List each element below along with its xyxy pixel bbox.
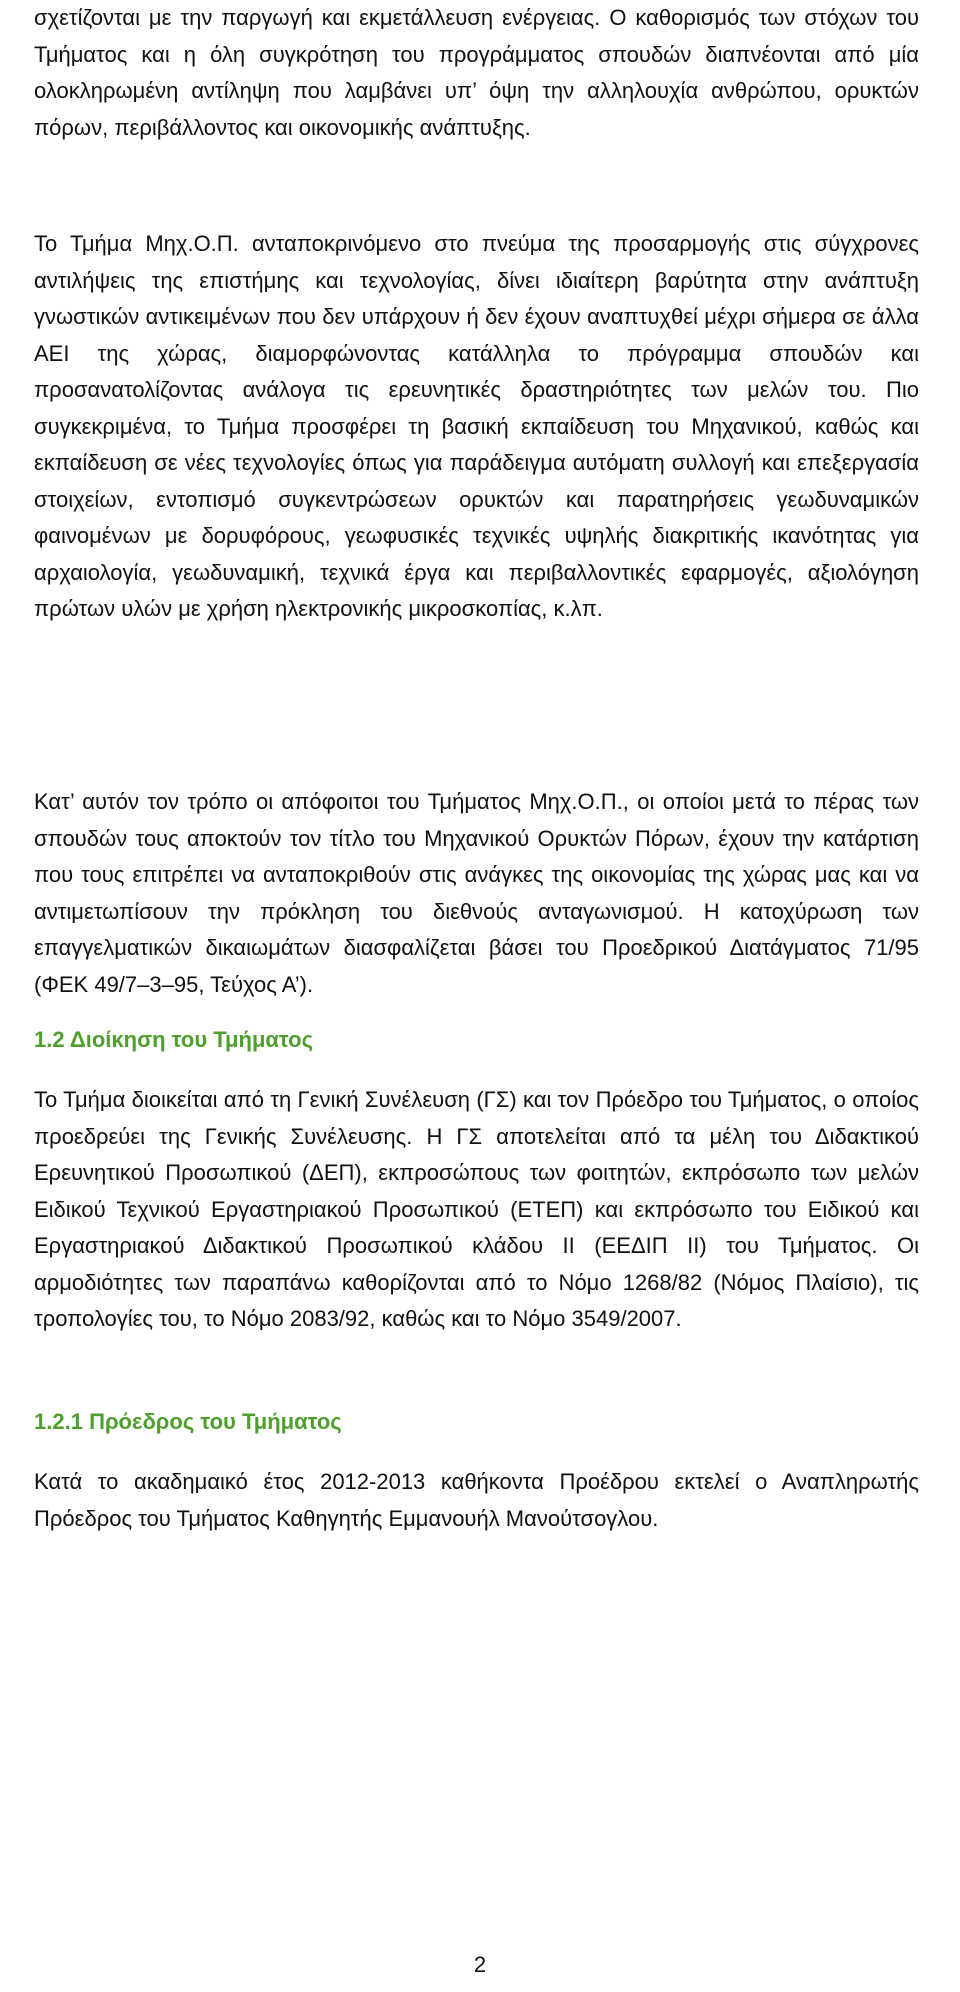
paragraph-graduates: Κατ’ αυτόν τον τρόπο οι απόφοιτοι του Τμήματος Μηχ.Ο.Π., οι οποίοι μετά το πέρας των σπουδών τους αποκτούν τον τίτλο του Μηχανικού Ορυκτών Πόρων, έχουν την κατάρτιση που τους επιτρέπει να ανταποκριθούν στις ανάγκες της οικονομίας της χώρας μας και να αντιμετωπίσουν την πρόκληση του διεθνούς ανταγωνισμού. Η κατοχύρωση των επαγγελματικών δικαιωμάτων διασφαλίζεται βάσει του Προεδρικού Διατάγματος 71/95 (ΦΕΚ 49/7–3–95, Τεύχος Α’). [34, 789, 919, 997]
paragraph-administration: Το Τμήμα διοικείται από τη Γενική Συνέλευση (ΓΣ) και τον Πρόεδρο του Τμήματος, ο οποίος προεδρεύει της Γενικής Συνέλευσης. Η ΓΣ αποτελείται από τα μέλη του Διδακτικού Ερευνητικού Προσωπικού (ΔΕΠ), εκπροσώπους των φοιτητών, εκπρόσωπο των μελών Ειδικού Τεχνικού Εργαστηριακού Προσωπικού (ΕΤΕΠ) και εκπρόσωπο του Ειδικού και Εργαστηριακού Διδακτικού Προσωπικού κλάδου ΙΙ (ΕΕΔΙΠ ΙΙ) του Τμήματος. Οι αρμοδιότητες των παραπάνω καθορίζονται από το Νόμο 1268/82 (Νόμος Πλαίσιο), τις τροπολογίες του, το Νόμο 2083/92, καθώς και το Νόμο 3549/2007. [34, 1087, 919, 1331]
paragraph-department-focus: Το Τμήμα Μηχ.Ο.Π. ανταποκρινόμενο στο πνεύμα της προσαρμογής στις σύγχρονες αντιλήψεις της επιστήμης και τεχνολογίας, δίνει ιδιαίτερη βαρύτητα στην ανάπτυξη γνωστικών αντικειμένων που δεν υπάρχουν ή δεν έχουν αναπτυχθεί μέχρι σήμερα σε άλλα ΑΕΙ της χώρας, διαμορφώνοντας κατάλληλα το πρόγραμμα σπουδών και προσανατολίζοντας ανάλογα τις ερευνητικές δραστηριότητες των μελών του. Πιο συγκεκριμένα, το Τμήμα προσφέρει τη βασική εκπαίδευση του Μηχανικού, καθώς και εκπαίδευση σε νέες τεχνολογίες όπως για παράδειγμα αυτόματη συλλογή και επεξεργασία στοιχείων, εντοπισμό συγκεντρώσεων ορυκτών και παρατηρήσεις γεωδυναμικών φαινομένων με δορυφόρους, γεωφυσικές τεχνικές υψηλής διακριτικής ικανότητας για αρχαιολογία, γεωδυναμική, τεχνικά έργα και περιβαλλοντικές εφαρμογές, αξιολόγηση πρώτων υλών με χρήση ηλεκτρονικής μικροσκοπίας, κ.λπ. [34, 231, 919, 621]
subsection-heading-president [34, 1404, 919, 1440]
section-heading-administration [34, 1022, 919, 1058]
page-number: 2 [473, 1952, 487, 1977]
section-title: Διοίκηση του Τμήματος [69, 1027, 314, 1052]
paragraph-president: Κατά το ακαδημαικό έτος 2012-2013 καθήκοντα Προέδρου εκτελεί ο Αναπληρωτής Πρόεδρος του Τμήματος Καθηγητής Εμμανουήλ Μανούτσογλου. [34, 1469, 919, 1531]
paragraph-energy-context: σχετίζονται με την παργωγή και εκμετάλλευση ενέργειας. Ο καθορισμός των στόχων του Τμήματος και η όλη συγκρότηση του προγράμματος σπουδών διαπνέονται από μία ολοκληρωμένη αντίληψη που λαμβάνει υπ’ όψη την αλληλουχία ανθρώπου, ορυκτών πόρων, περιβάλλοντος και οικονομικής ανάπτυξης. [34, 5, 919, 140]
subsection-number: 1.2.1 [34, 1409, 83, 1434]
section-number: 1.2 [34, 1027, 65, 1052]
subsection-title: Πρόεδρος του Τμήματος [89, 1409, 342, 1434]
